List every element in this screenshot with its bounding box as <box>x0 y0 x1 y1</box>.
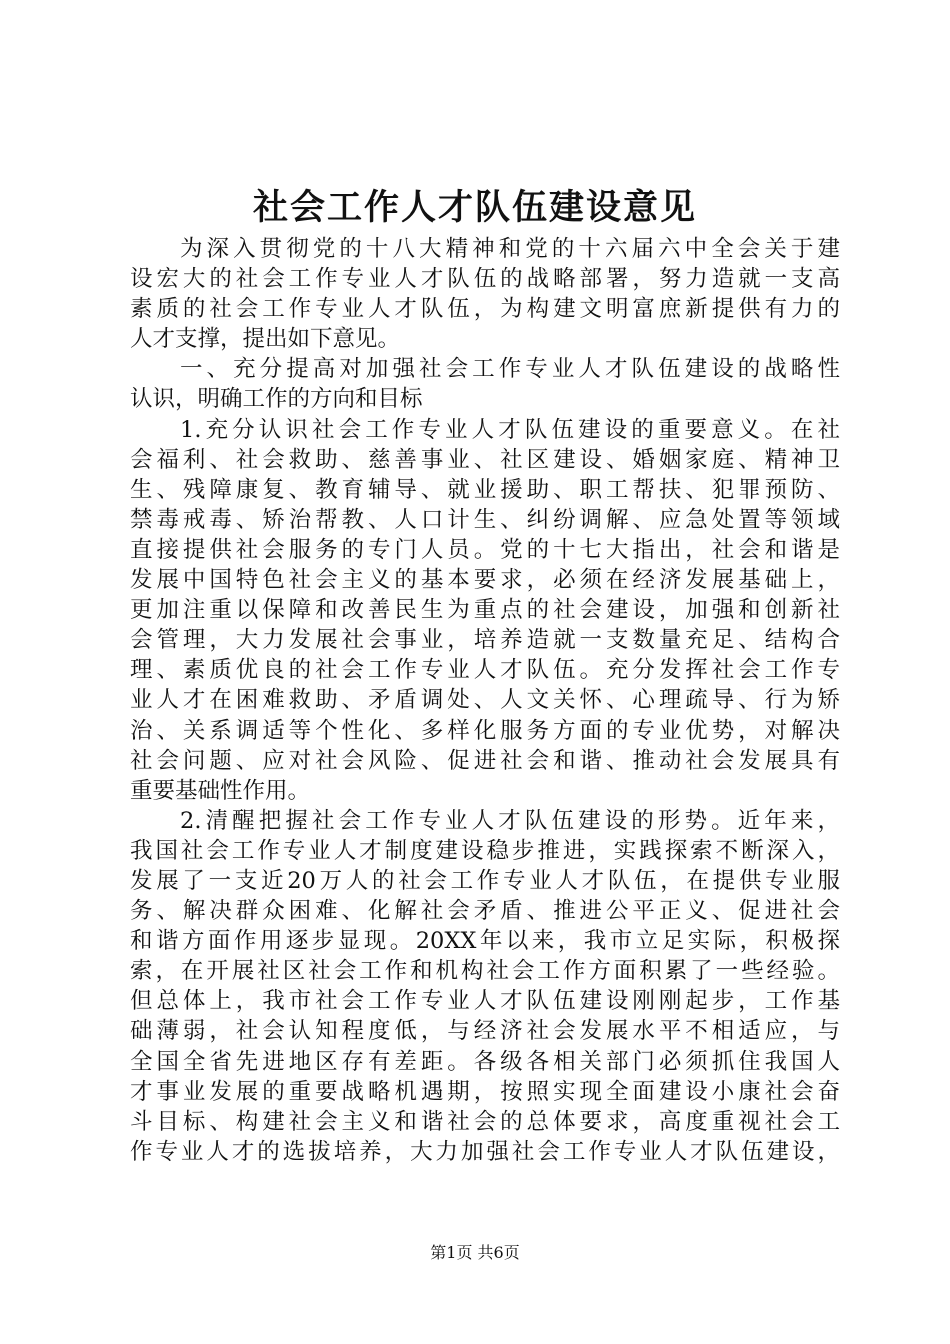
page-number-footer: 第1页 共6页 <box>430 1243 520 1262</box>
text-line: 更加注重以保障和改善民生为重点的社会建设，加强和创新社 <box>130 597 840 624</box>
text-line: 索，在开展社区社会工作和机构社会工作方面积累了一些经验。 <box>130 958 840 985</box>
text-line: 社会问题、应对社会风险、促进社会和谐、推动社会发展具有 <box>130 747 840 774</box>
text-line: 禁毒戒毒、矫治帮教、人口计生、纠纷调解、应急处置等领域 <box>130 506 840 533</box>
section-heading-line: 认识，明确工作的方向和目标 <box>130 386 423 413</box>
text-line: 生、残障康复、教育辅导、就业援助、职工帮扶、犯罪预防、 <box>130 476 840 503</box>
text-line: 2.清醒把握社会工作专业人才队伍建设的形势。近年来， <box>180 807 840 834</box>
text-line: 1.充分认识社会工作专业人才队伍建设的重要意义。在社 <box>180 416 840 443</box>
text-line: 发展了一支近20万人的社会工作专业人才队伍，在提供专业服 <box>130 867 840 894</box>
text-line: 我国社会工作专业人才制度建设稳步推进，实践探索不断深入， <box>130 837 840 864</box>
text-line: 业人才在困难救助、矛盾调处、人文关怀、心理疏导、行为矫 <box>130 687 840 714</box>
text-line: 重要基础性作用。 <box>130 777 311 804</box>
text-line: 发展中国特色社会主义的基本要求，必须在经济发展基础上， <box>130 567 840 594</box>
text-line: 理、素质优良的社会工作专业人才队伍。充分发挥社会工作专 <box>130 657 840 684</box>
text-line: 础薄弱，社会认知程度低，与经济社会发展水平不相适应，与 <box>130 1018 840 1045</box>
section-heading-line: 一、充分提高对加强社会工作专业人才队伍建设的战略性 <box>180 356 840 383</box>
text-line: 才事业发展的重要战略机遇期，按照实现全面建设小康社会奋 <box>130 1078 840 1105</box>
text-line: 会管理，大力发展社会事业，培养造就一支数量充足、结构合 <box>130 627 840 654</box>
text-line: 务、解决群众困难、化解社会矛盾、推进公平正义、促进社会 <box>130 898 840 925</box>
document-body <box>130 234 840 1167</box>
text-line: 全国全省先进地区存有差距。各级各相关部门必须抓住我国人 <box>130 1048 840 1075</box>
text-line: 会福利、社会救助、慈善事业、社区建设、婚姻家庭、精神卫 <box>130 446 840 473</box>
text-line: 设宏大的社会工作专业人才队伍的战略部署，努力造就一支高 <box>130 266 840 293</box>
text-line: 作专业人才的选拔培养，大力加强社会工作专业人才队伍建设， <box>130 1138 840 1165</box>
text-line: 治、关系调适等个性化、多样化服务方面的专业优势，对解决 <box>130 717 840 744</box>
text-line: 和谐方面作用逐步显现。20XX年以来，我市立足实际，积极探 <box>130 928 840 955</box>
text-line: 素质的社会工作专业人才队伍，为构建文明富庶新提供有力的 <box>130 296 840 323</box>
text-line: 斗目标、构建社会主义和谐社会的总体要求，高度重视社会工 <box>130 1108 840 1135</box>
text-line: 为深入贯彻党的十八大精神和党的十六届六中全会关于建 <box>180 236 840 262</box>
text-line: 但总体上，我市社会工作专业人才队伍建设刚刚起步，工作基 <box>130 988 840 1015</box>
text-line: 直接提供社会服务的专门人员。党的十七大指出，社会和谐是 <box>130 536 840 563</box>
text-line: 人才支撑，提出如下意见。 <box>130 326 401 353</box>
document-title: 社会工作人才队伍建设意见 <box>252 187 697 228</box>
